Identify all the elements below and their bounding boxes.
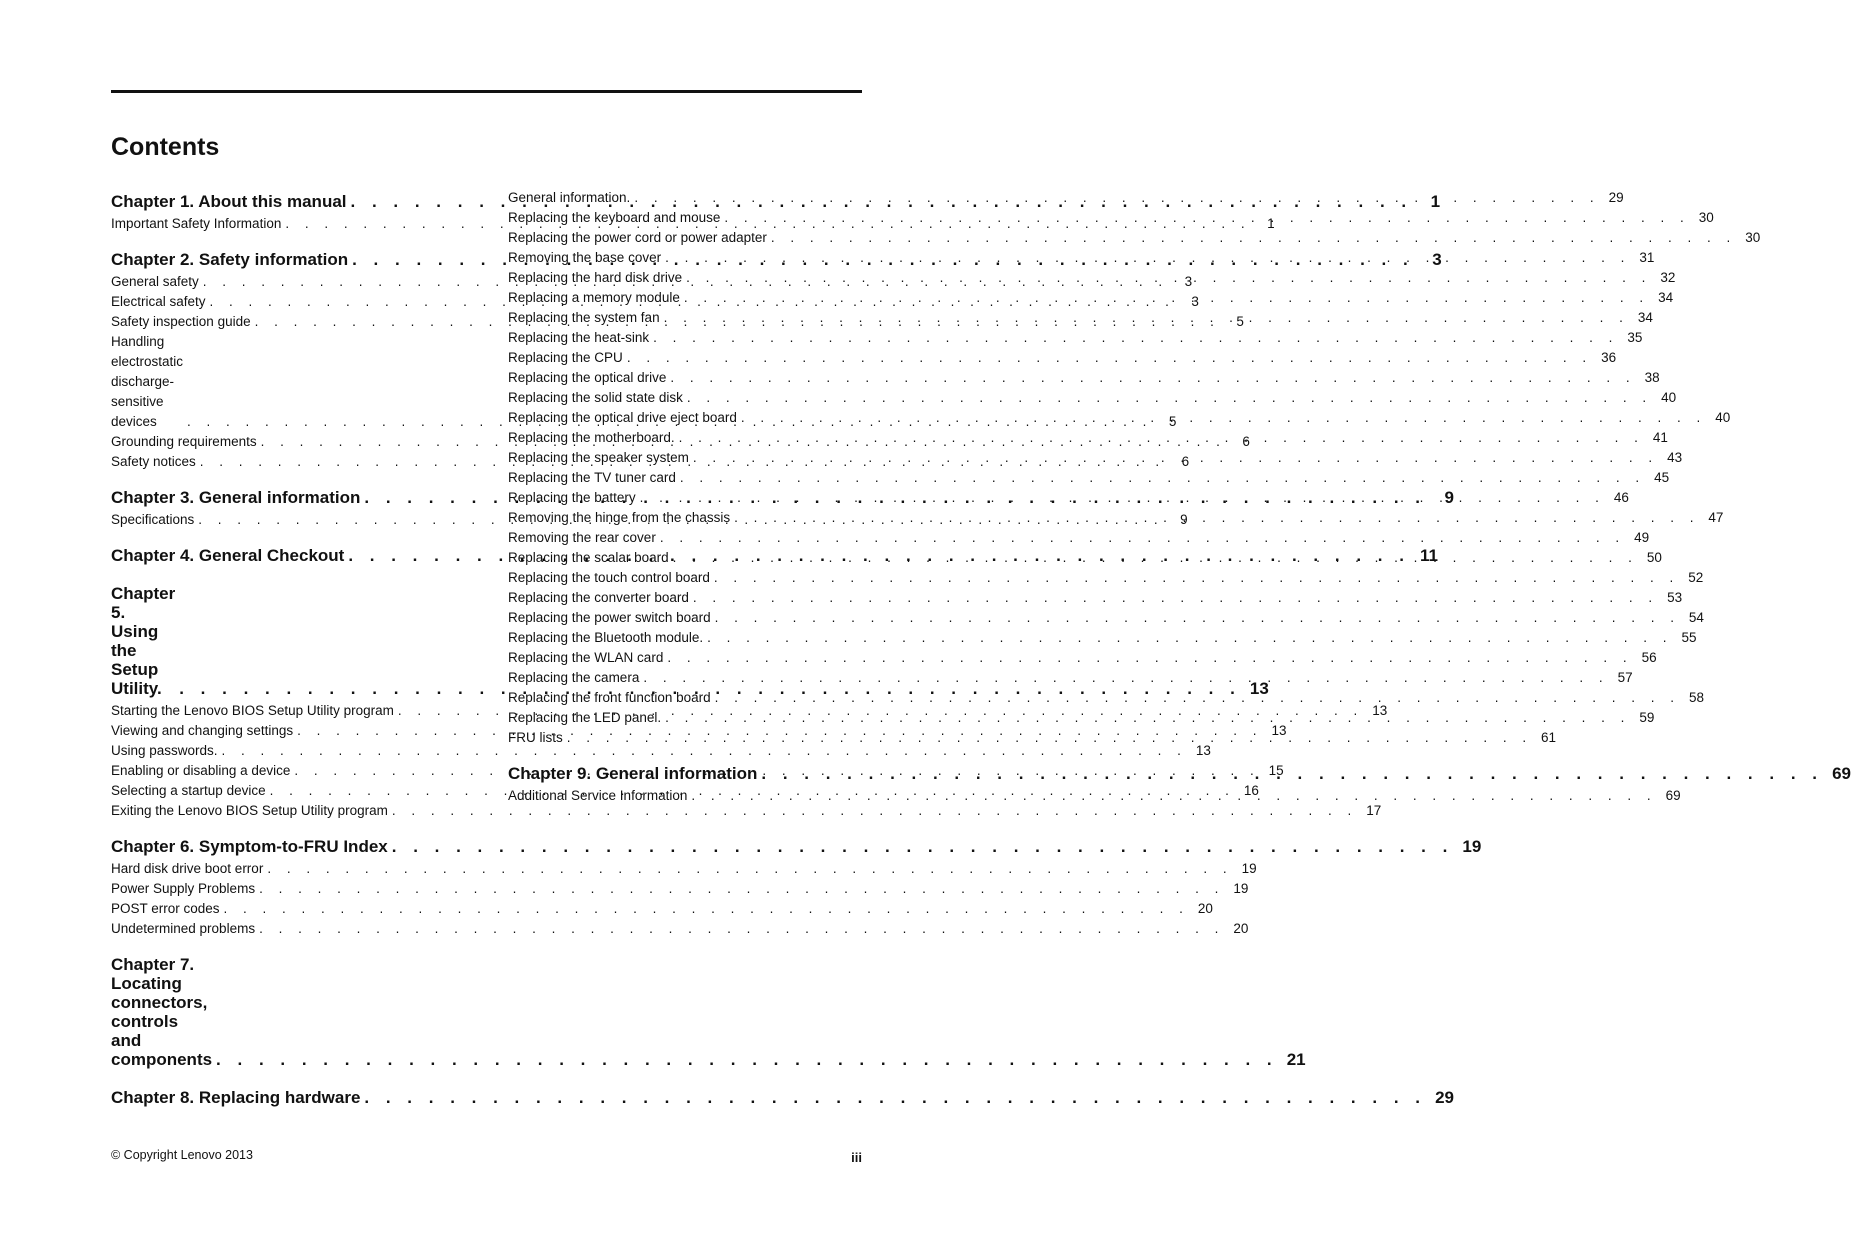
page-ref: 40 bbox=[1715, 410, 1731, 425]
entry-title: Using passwords. bbox=[111, 743, 218, 758]
dot-leader bbox=[693, 448, 1658, 468]
entry-title: Replacing the power switch board bbox=[508, 610, 711, 625]
toc-entry-link[interactable] bbox=[508, 588, 1683, 608]
page-ref: 34 bbox=[1658, 290, 1674, 305]
dot-leader bbox=[761, 764, 1823, 783]
dot-leader bbox=[267, 859, 1232, 879]
page-ref: 30 bbox=[1745, 230, 1761, 245]
entry-title: Replacing the front function board bbox=[508, 690, 711, 705]
page-ref: 6 bbox=[1181, 454, 1190, 469]
dot-leader bbox=[714, 568, 1679, 588]
page-ref: 43 bbox=[1667, 450, 1683, 465]
entry-title: Enabling or disabling a device bbox=[111, 763, 291, 778]
dot-leader bbox=[259, 879, 1224, 899]
toc-entry-link[interactable] bbox=[111, 801, 1382, 821]
page-title: Contents bbox=[111, 133, 220, 161]
dot-leader bbox=[670, 368, 1635, 388]
dot-leader bbox=[707, 628, 1672, 648]
dot-leader bbox=[724, 208, 1689, 228]
entry-title: Replacing the optical drive eject board bbox=[508, 410, 737, 425]
entry-title: FRU lists bbox=[508, 730, 563, 745]
page-ref: 69 bbox=[1832, 764, 1851, 783]
entry-title: Replacing the CPU bbox=[508, 350, 623, 365]
entry-title: Grounding requirements bbox=[111, 434, 257, 449]
entry-title: Handling electrostatic discharge-sensitive devices bbox=[111, 334, 184, 429]
page-ref: 9 bbox=[1180, 512, 1188, 527]
dot-leader bbox=[734, 508, 1699, 528]
toc-entry-link[interactable] bbox=[508, 368, 1660, 388]
toc-chapter-link[interactable] bbox=[111, 833, 1482, 859]
entry-title: Replacing the optical drive bbox=[508, 370, 667, 385]
dot-leader bbox=[686, 268, 1651, 288]
dot-leader bbox=[665, 708, 1630, 728]
toc-entry-link[interactable] bbox=[508, 248, 1655, 268]
entry-title: Replacing the system fan bbox=[508, 310, 660, 325]
entry-title: Safety notices bbox=[111, 454, 196, 469]
toc-entry-link[interactable] bbox=[508, 428, 1668, 448]
page-ref: 59 bbox=[1639, 710, 1655, 725]
dot-leader bbox=[679, 428, 1644, 448]
chapter-title: Chapter 7. Locating connectors, controls and components bbox=[111, 955, 213, 1069]
page-ref: 17 bbox=[1366, 803, 1382, 818]
chapter-title: Chapter 6. Symptom-to-FRU Index bbox=[111, 837, 388, 856]
toc-section bbox=[111, 833, 1482, 939]
page-ref: 21 bbox=[1286, 1050, 1306, 1069]
entry-title: Removing the base cover bbox=[508, 250, 662, 265]
chapter-title: Chapter 9. General information bbox=[508, 764, 758, 783]
page-ref: 57 bbox=[1617, 670, 1633, 685]
toc-entry-link[interactable] bbox=[508, 268, 1676, 288]
entry-title: Additional Service Information bbox=[508, 788, 688, 803]
dot-leader bbox=[664, 308, 1629, 328]
page-ref: 1 bbox=[1430, 192, 1441, 211]
page-ref: 53 bbox=[1667, 590, 1683, 605]
dot-leader bbox=[660, 528, 1625, 548]
toc-entry-link[interactable] bbox=[508, 228, 1761, 248]
chapter-title: Chapter 4. General Checkout bbox=[111, 546, 345, 565]
page-ref: 55 bbox=[1681, 630, 1697, 645]
page-ref: 31 bbox=[1639, 250, 1655, 265]
page-ref: 1 bbox=[1267, 216, 1275, 231]
page-ref: 20 bbox=[1233, 921, 1249, 936]
page-number: iii bbox=[851, 1150, 862, 1165]
page-ref: 52 bbox=[1688, 570, 1704, 585]
entry-title: Replacing the power cord or power adapter bbox=[508, 230, 767, 245]
toc-chapter-link[interactable] bbox=[111, 1084, 1454, 1110]
dot-leader bbox=[567, 728, 1532, 748]
entry-title: Replacing the WLAN card bbox=[508, 650, 664, 665]
toc-entry-link[interactable] bbox=[508, 188, 1624, 208]
entry-title: Replacing the scalar board bbox=[508, 550, 669, 565]
entry-title: Viewing and changing settings bbox=[111, 723, 294, 738]
page-ref: 46 bbox=[1613, 490, 1629, 505]
toc-entry-link[interactable] bbox=[508, 308, 1653, 328]
entry-title: Electrical safety bbox=[111, 294, 206, 309]
entry-title: Replacing the camera bbox=[508, 670, 640, 685]
page-ref: 19 bbox=[1241, 861, 1257, 876]
entry-title: Safety inspection guide bbox=[111, 314, 251, 329]
page-ref: 50 bbox=[1646, 550, 1662, 565]
copyright-notice: © Copyright Lenovo 2013 bbox=[111, 1148, 253, 1162]
toc-entry-link[interactable] bbox=[508, 528, 1650, 548]
chapter-title: Chapter 2. Safety information bbox=[111, 250, 349, 269]
toc-chapter-link[interactable] bbox=[111, 951, 1306, 1072]
chapter-title: Chapter 1. About this manual bbox=[111, 192, 347, 211]
toc-entry-link[interactable] bbox=[508, 468, 1670, 488]
toc-entry-link[interactable] bbox=[508, 448, 1683, 468]
dot-leader bbox=[627, 348, 1592, 368]
entry-title: Starting the Lenovo BIOS Setup Utility program bbox=[111, 703, 394, 718]
chapter-title: Chapter 8. Replacing hardware bbox=[111, 1088, 361, 1107]
page-ref: 56 bbox=[1641, 650, 1657, 665]
entry-title: Replacing the converter board bbox=[508, 590, 689, 605]
chapter-title: Chapter 5. Using the Setup Utility. bbox=[111, 584, 176, 698]
page-ref: 20 bbox=[1197, 901, 1213, 916]
entry-title: Replacing the battery bbox=[508, 490, 636, 505]
dot-leader bbox=[667, 648, 1632, 668]
dot-leader bbox=[691, 786, 1656, 806]
dot-leader bbox=[640, 488, 1605, 508]
page-ref: 41 bbox=[1652, 430, 1668, 445]
page-ref: 35 bbox=[1627, 330, 1643, 345]
entry-title: Replacing the solid state disk bbox=[508, 390, 683, 405]
page-ref: 3 bbox=[1432, 250, 1442, 269]
page-ref: 5 bbox=[1168, 414, 1177, 429]
page-ref: 61 bbox=[1541, 730, 1557, 745]
toc-entry-link[interactable] bbox=[111, 899, 1213, 919]
header-rule bbox=[111, 90, 862, 93]
dot-leader bbox=[771, 228, 1736, 248]
toc-entry-link[interactable] bbox=[508, 388, 1677, 408]
dot-leader bbox=[687, 388, 1652, 408]
entry-title: Replacing the Bluetooth module. bbox=[508, 630, 704, 645]
entry-title: POST error codes bbox=[111, 901, 220, 916]
dot-leader bbox=[216, 1050, 1278, 1069]
toc-section bbox=[111, 951, 1306, 1072]
chapter-title: Chapter 3. General information bbox=[111, 488, 361, 507]
page-ref: 13 bbox=[1271, 723, 1287, 738]
toc-entry-link[interactable] bbox=[508, 408, 1731, 428]
page-ref: 15 bbox=[1268, 763, 1284, 778]
toc-entry-link[interactable] bbox=[508, 608, 1704, 628]
entry-title: Replacing a memory module bbox=[508, 290, 680, 305]
page-ref: 29 bbox=[1435, 1088, 1454, 1107]
dot-leader bbox=[715, 688, 1680, 708]
page-ref: 54 bbox=[1688, 610, 1704, 625]
entry-title: Replacing the TV tuner card bbox=[508, 470, 676, 485]
entry-title: Hard disk drive boot error bbox=[111, 861, 264, 876]
toc-entry-link[interactable] bbox=[508, 628, 1697, 648]
page-ref: 58 bbox=[1688, 690, 1704, 705]
entry-title: Replacing the motherboard. bbox=[508, 430, 675, 445]
page-ref: 16 bbox=[1243, 783, 1259, 798]
entry-title: Removing the rear cover bbox=[508, 530, 656, 545]
dot-leader bbox=[673, 548, 1638, 568]
page-ref: 19 bbox=[1462, 837, 1482, 856]
toc-entry-link[interactable] bbox=[508, 508, 1724, 528]
dot-leader bbox=[643, 668, 1608, 688]
page-ref: 6 bbox=[1242, 434, 1250, 449]
toc-entry-link[interactable] bbox=[508, 288, 1674, 308]
toc-entry-link[interactable] bbox=[111, 741, 1211, 761]
page-ref: 38 bbox=[1644, 370, 1660, 385]
page-ref: 49 bbox=[1634, 530, 1650, 545]
toc-entry-link[interactable] bbox=[508, 668, 1633, 688]
entry-title: Specifications bbox=[111, 512, 195, 527]
toc-section bbox=[111, 1084, 1454, 1110]
entry-title: General information. bbox=[508, 190, 631, 205]
dot-leader bbox=[684, 288, 1649, 308]
toc-entry-link[interactable] bbox=[111, 919, 1249, 939]
dot-leader bbox=[665, 248, 1630, 268]
page-ref: 47 bbox=[1708, 510, 1724, 525]
page-ref: 32 bbox=[1660, 270, 1676, 285]
entry-title: Removing the hinge from the chassis bbox=[508, 510, 731, 525]
page-ref: 36 bbox=[1601, 350, 1617, 365]
page-ref: 69 bbox=[1665, 788, 1681, 803]
dot-leader bbox=[224, 899, 1189, 919]
entry-title: Undetermined problems bbox=[111, 921, 256, 936]
toc-entry-link[interactable] bbox=[508, 568, 1704, 588]
page-ref: 11 bbox=[1419, 546, 1438, 565]
page-ref: 30 bbox=[1698, 210, 1714, 225]
entry-title: Replacing the speaker system bbox=[508, 450, 689, 465]
dot-leader bbox=[364, 1088, 1426, 1107]
page-ref: 9 bbox=[1444, 488, 1454, 507]
toc-entry-link[interactable] bbox=[508, 648, 1657, 668]
page-ref: 13 bbox=[1372, 703, 1388, 718]
dot-leader bbox=[693, 588, 1658, 608]
dot-leader bbox=[680, 468, 1645, 488]
page-ref: 3 bbox=[1191, 294, 1199, 309]
page-ref: 29 bbox=[1608, 190, 1624, 205]
entry-title: Replacing the heat-sink bbox=[508, 330, 650, 345]
page-ref: 19 bbox=[1233, 881, 1249, 896]
wrapped-title bbox=[111, 955, 1284, 1069]
entry-title: Replacing the keyboard and mouse bbox=[508, 210, 721, 225]
page-ref: 5 bbox=[1236, 314, 1244, 329]
entry-title: Replacing the LED panel. bbox=[508, 710, 662, 725]
dot-leader bbox=[634, 188, 1599, 208]
entry-title: Replacing the hard disk drive bbox=[508, 270, 683, 285]
dot-leader bbox=[741, 408, 1706, 428]
toc-entry-link[interactable] bbox=[111, 879, 1249, 899]
toc-entry-link[interactable] bbox=[111, 859, 1257, 879]
page-ref: 34 bbox=[1637, 310, 1653, 325]
entry-title: Power Supply Problems bbox=[111, 881, 256, 896]
dot-leader bbox=[715, 608, 1680, 628]
entry-title: Important Safety Information bbox=[111, 216, 282, 231]
toc-entry-link[interactable] bbox=[508, 208, 1714, 228]
dot-leader bbox=[392, 837, 1454, 856]
toc-entry-link[interactable] bbox=[508, 488, 1629, 508]
page-ref: 13 bbox=[1195, 743, 1211, 758]
entry-title: Replacing the touch control board bbox=[508, 570, 710, 585]
toc-entry-link[interactable] bbox=[508, 348, 1617, 368]
page-ref: 40 bbox=[1661, 390, 1677, 405]
dot-leader bbox=[259, 919, 1224, 939]
page-ref: 3 bbox=[1184, 274, 1193, 289]
entry-title: Selecting a startup device bbox=[111, 783, 266, 798]
entry-title: Exiting the Lenovo BIOS Setup Utility program bbox=[111, 803, 388, 818]
entry-title: General safety bbox=[111, 274, 199, 289]
page-ref: 45 bbox=[1654, 470, 1670, 485]
toc-entry-link[interactable] bbox=[508, 328, 1643, 348]
dot-leader bbox=[653, 328, 1618, 348]
page-ref: 13 bbox=[1249, 679, 1269, 698]
